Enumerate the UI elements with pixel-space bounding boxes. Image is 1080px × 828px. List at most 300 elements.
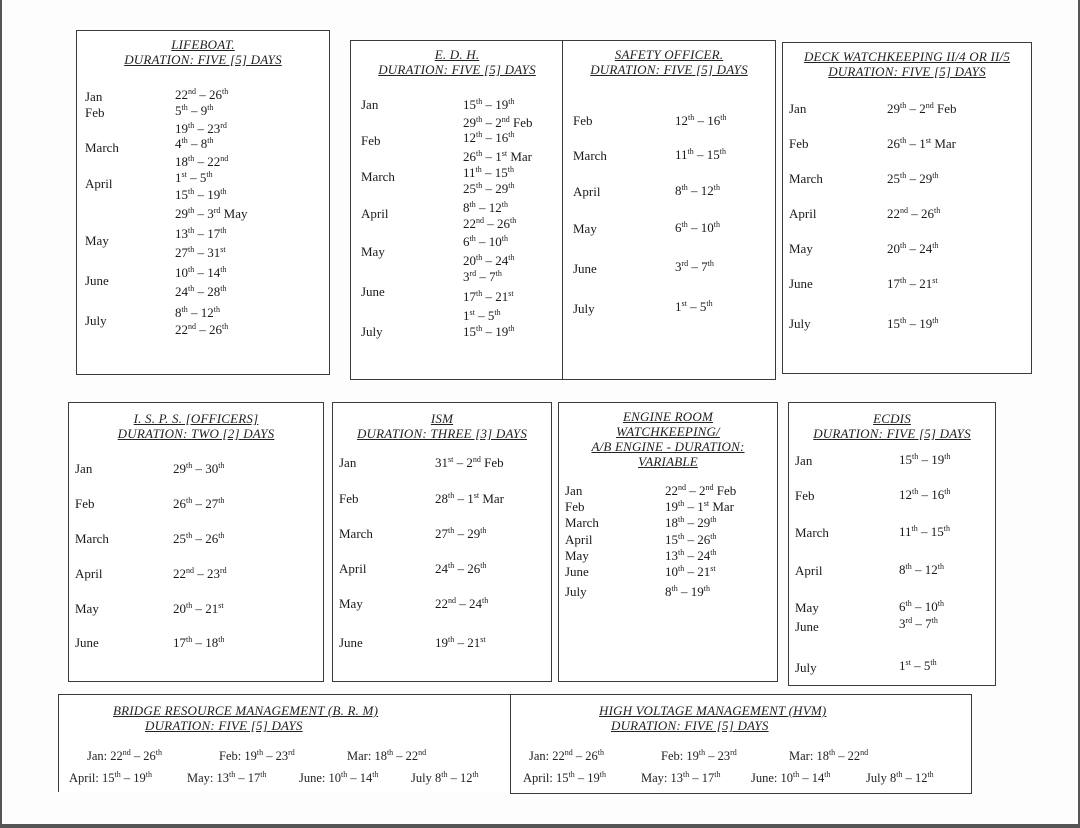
date-range: 15th – 26th bbox=[665, 532, 717, 547]
date-entry bbox=[665, 532, 716, 548]
ordinal: th bbox=[930, 658, 937, 667]
ordinal: th bbox=[681, 183, 688, 192]
date-entry bbox=[523, 771, 606, 786]
date-range: 12th – 16th bbox=[899, 487, 951, 502]
course-title: LIFEBOAT. bbox=[171, 37, 235, 52]
ordinal: th bbox=[943, 524, 950, 533]
ordinal: st bbox=[220, 245, 226, 254]
course-ism bbox=[332, 402, 552, 682]
ordinal: nd bbox=[678, 483, 686, 492]
ordinal: th bbox=[448, 561, 455, 570]
ordinal: th bbox=[188, 245, 195, 254]
ordinal: th bbox=[828, 748, 836, 757]
ordinal: th bbox=[900, 171, 907, 180]
month-label: Jan bbox=[795, 453, 813, 468]
date-entry bbox=[175, 121, 227, 137]
date-range: 22nd – 2nd Feb bbox=[665, 483, 737, 498]
ordinal: th bbox=[900, 136, 907, 145]
course-edh bbox=[350, 40, 564, 380]
date-range: 5th – 9th bbox=[175, 103, 214, 118]
date-range: 10th – 14th bbox=[328, 770, 379, 785]
ordinal: th bbox=[896, 770, 903, 779]
ordinal: th bbox=[713, 183, 720, 192]
ordinal: th bbox=[678, 532, 685, 541]
ordinal: th bbox=[932, 241, 939, 250]
date-entry bbox=[899, 599, 944, 615]
date-entry bbox=[899, 487, 950, 503]
ordinal: th bbox=[186, 461, 193, 470]
ordinal: nd bbox=[472, 455, 481, 464]
month-label: April bbox=[789, 206, 817, 221]
date-range: 29th – 30th bbox=[173, 461, 225, 476]
ordinal: th bbox=[476, 97, 483, 106]
course-duration: DURATION: FIVE [5] DAYS bbox=[590, 62, 748, 77]
ordinal: st bbox=[469, 308, 475, 317]
date-entry bbox=[463, 234, 508, 250]
date-range: 20th – 24th bbox=[463, 253, 515, 268]
ordinal: th bbox=[934, 206, 941, 215]
month-label: June bbox=[565, 564, 589, 579]
ordinal: th bbox=[710, 515, 717, 524]
date-range: 24th – 28th bbox=[175, 284, 227, 299]
date-entry bbox=[463, 97, 514, 113]
month-label: May bbox=[85, 233, 109, 248]
ordinal: rd bbox=[730, 748, 737, 757]
month-label: May bbox=[573, 221, 597, 236]
ordinal: th bbox=[186, 635, 193, 644]
ordinal: th bbox=[508, 130, 515, 139]
ordinal: th bbox=[256, 748, 264, 757]
ordinal: th bbox=[475, 165, 482, 174]
course-title-line: VARIABLE bbox=[638, 454, 698, 469]
date-entry bbox=[299, 771, 378, 786]
date-entry bbox=[675, 299, 713, 315]
month-label: April bbox=[565, 532, 593, 547]
ordinal: th bbox=[186, 531, 193, 540]
ordinal: th bbox=[386, 748, 394, 757]
date-entry bbox=[175, 87, 228, 103]
ordinal: th bbox=[510, 216, 517, 225]
date-range: 27th – 31st bbox=[175, 245, 226, 260]
schedule-page bbox=[2, 0, 1078, 824]
ordinal: th bbox=[476, 324, 483, 333]
date-entry bbox=[463, 165, 514, 181]
date-range: 15th – 19th bbox=[463, 97, 515, 112]
ordinal: th bbox=[480, 561, 487, 570]
course-title: BRIDGE RESOURCE MANAGEMENT (B. R. M) bbox=[113, 703, 379, 718]
date-range: 22nd – 26th bbox=[175, 322, 229, 337]
date-entry bbox=[675, 220, 720, 236]
ordinal: th bbox=[472, 770, 479, 779]
date-entry bbox=[435, 491, 504, 507]
month-label: March bbox=[795, 525, 829, 540]
date-range: 12th – 16th bbox=[463, 130, 515, 145]
date-range: 22nd – 26th bbox=[463, 216, 517, 231]
month-label: Feb: bbox=[219, 749, 245, 763]
ordinal: nd bbox=[188, 322, 196, 331]
course-title-block bbox=[559, 409, 777, 469]
course-title-line: ENGINE ROOM bbox=[623, 409, 713, 424]
date-entry bbox=[665, 548, 716, 564]
ordinal: th bbox=[508, 324, 515, 333]
month-label: June bbox=[573, 261, 597, 276]
ordinal: st bbox=[681, 299, 687, 308]
course-duration: DURATION: FIVE [5] DAYS bbox=[378, 62, 536, 77]
month-label: March bbox=[75, 531, 109, 546]
date-range: 28th – 1st Mar bbox=[435, 491, 504, 506]
date-entry bbox=[887, 316, 938, 332]
ordinal: th bbox=[188, 154, 195, 163]
ordinal: th bbox=[911, 524, 918, 533]
ordinal: th bbox=[441, 770, 448, 779]
date-entry bbox=[435, 526, 486, 542]
ordinal: th bbox=[678, 499, 685, 508]
date-entry bbox=[899, 616, 938, 632]
date-entry bbox=[463, 308, 501, 324]
ordinal: st bbox=[218, 601, 224, 610]
date-entry bbox=[887, 171, 938, 187]
date-range: 17th – 21st bbox=[887, 276, 938, 291]
month-label: July bbox=[361, 324, 383, 339]
month-label: July bbox=[411, 771, 435, 785]
date-range: 19th – 1st Mar bbox=[665, 499, 734, 514]
date-entry bbox=[173, 566, 227, 582]
date-entry bbox=[173, 601, 224, 617]
ordinal: th bbox=[181, 305, 188, 314]
date-range: 22nd – 26th bbox=[175, 87, 229, 102]
course-title: ISM bbox=[430, 411, 454, 426]
date-entry bbox=[435, 455, 504, 471]
course-deck-watchkeeping bbox=[782, 42, 1032, 374]
date-range: 26th – 27th bbox=[173, 496, 225, 511]
month-label: May bbox=[789, 241, 813, 256]
date-entry bbox=[173, 461, 224, 477]
ordinal: th bbox=[476, 253, 483, 262]
ordinal: th bbox=[213, 305, 220, 314]
date-range: 15th – 19th bbox=[899, 452, 951, 467]
date-entry bbox=[675, 113, 726, 129]
month-label: Jan bbox=[565, 483, 583, 498]
date-range: 22nd – 24th bbox=[435, 596, 489, 611]
ordinal: nd bbox=[860, 748, 869, 757]
ordinal: th bbox=[372, 770, 379, 779]
ordinal: th bbox=[220, 284, 227, 293]
date-range: 3rd – 7th bbox=[675, 259, 714, 274]
ordinal: th bbox=[905, 562, 912, 571]
ordinal: th bbox=[476, 181, 483, 190]
date-entry bbox=[899, 658, 937, 674]
date-range: 22nd – 26th bbox=[552, 748, 604, 763]
course-title: ECDIS bbox=[873, 411, 911, 426]
date-entry bbox=[173, 496, 224, 512]
month-label: April bbox=[85, 176, 113, 191]
ordinal: th bbox=[476, 130, 483, 139]
month-label: June: bbox=[299, 771, 329, 785]
course-ecdis bbox=[788, 402, 996, 686]
date-entry bbox=[175, 170, 213, 186]
ordinal: nd bbox=[418, 748, 427, 757]
date-range: 6th – 10th bbox=[675, 220, 720, 235]
ordinal: th bbox=[900, 316, 907, 325]
month-label: Feb bbox=[789, 136, 809, 151]
month-label: March bbox=[361, 169, 395, 184]
ordinal: th bbox=[927, 770, 934, 779]
ordinal: st bbox=[703, 499, 710, 508]
date-range: 18th – 22nd bbox=[175, 154, 229, 169]
date-entry bbox=[529, 749, 604, 764]
ordinal: th bbox=[448, 491, 455, 500]
month-label: April: bbox=[69, 771, 102, 785]
month-label: Jan: bbox=[87, 749, 111, 763]
date-entry bbox=[175, 187, 226, 203]
date-entry bbox=[187, 771, 266, 786]
course-title: E. D. H. bbox=[434, 47, 480, 62]
course-engine-room bbox=[558, 402, 778, 682]
month-label: July bbox=[573, 301, 595, 316]
date-range: 22nd – 23rd bbox=[173, 566, 227, 581]
date-entry bbox=[463, 324, 514, 340]
ordinal: th bbox=[341, 770, 348, 779]
ordinal: th bbox=[719, 147, 726, 156]
date-entry bbox=[463, 149, 532, 165]
ordinal: th bbox=[218, 461, 225, 470]
course-duration: DURATION: FIVE [5] DAYS bbox=[611, 718, 769, 733]
course-title-block bbox=[77, 37, 329, 67]
ordinal: th bbox=[793, 770, 800, 779]
month-label: April: bbox=[523, 771, 556, 785]
ordinal: nd bbox=[122, 748, 131, 757]
ordinal: rd bbox=[469, 269, 477, 278]
month-label: April bbox=[339, 561, 367, 576]
date-range: 1st – 5th bbox=[463, 308, 501, 323]
date-range: 17th – 18th bbox=[173, 635, 225, 650]
course-lifeboat bbox=[76, 30, 330, 375]
month-label: May bbox=[565, 548, 589, 563]
date-entry bbox=[173, 531, 224, 547]
month-label: Mar: bbox=[789, 749, 817, 763]
month-label: June bbox=[85, 273, 109, 288]
ordinal: th bbox=[678, 548, 685, 557]
date-entry bbox=[435, 561, 486, 577]
date-range: 10th – 14th bbox=[780, 770, 831, 785]
ordinal: th bbox=[912, 452, 919, 461]
date-range: 15th – 19th bbox=[887, 316, 939, 331]
date-entry bbox=[175, 265, 226, 281]
date-range: 6th – 10th bbox=[899, 599, 944, 614]
date-range: 19th – 23rd bbox=[175, 121, 227, 136]
month-label: Mar: bbox=[347, 749, 375, 763]
ordinal: th bbox=[494, 308, 501, 317]
ordinal: th bbox=[905, 599, 912, 608]
ordinal: th bbox=[900, 241, 907, 250]
date-range: 8th – 19th bbox=[665, 584, 710, 599]
month-label: April bbox=[361, 206, 389, 221]
ordinal: nd bbox=[705, 483, 714, 492]
date-entry bbox=[887, 241, 938, 257]
ordinal: th bbox=[220, 226, 227, 235]
date-range: 6th – 10th bbox=[463, 234, 508, 249]
date-range: 19th – 23rd bbox=[686, 748, 737, 763]
date-entry bbox=[175, 103, 213, 119]
date-range: 29th – 2nd Feb bbox=[887, 101, 957, 116]
date-range: 4th – 8th bbox=[175, 136, 214, 151]
date-entry bbox=[899, 562, 944, 578]
ordinal: th bbox=[710, 532, 717, 541]
month-label: June bbox=[75, 635, 99, 650]
course-title-line: A/B ENGINE - DURATION: bbox=[591, 439, 745, 454]
ordinal: st bbox=[905, 658, 911, 667]
month-label: July bbox=[565, 584, 587, 599]
month-label: Jan bbox=[789, 101, 807, 116]
ordinal: th bbox=[218, 496, 225, 505]
ordinal: th bbox=[229, 770, 236, 779]
date-range: 10th – 14th bbox=[175, 265, 227, 280]
date-range: 11th – 15th bbox=[899, 524, 950, 539]
ordinal: nd bbox=[900, 206, 908, 215]
ordinal: th bbox=[703, 584, 710, 593]
month-label: June bbox=[789, 276, 813, 291]
course-title-block bbox=[789, 411, 995, 441]
ordinal: th bbox=[220, 187, 227, 196]
ordinal: th bbox=[206, 170, 213, 179]
ordinal: rd bbox=[220, 121, 227, 130]
course-hvm bbox=[510, 694, 972, 794]
date-entry bbox=[463, 289, 514, 305]
ordinal: th bbox=[501, 234, 508, 243]
course-isps bbox=[68, 402, 324, 682]
date-entry bbox=[463, 181, 514, 197]
date-range: 13th – 24th bbox=[665, 548, 717, 563]
date-range: 31st – 2nd Feb bbox=[435, 455, 504, 470]
date-range: 26th – 1st Mar bbox=[463, 149, 532, 164]
ordinal: th bbox=[220, 265, 227, 274]
ordinal: th bbox=[186, 496, 193, 505]
ordinal: th bbox=[944, 487, 951, 496]
date-range: 13th – 17th bbox=[216, 770, 267, 785]
ordinal: th bbox=[599, 770, 606, 779]
date-entry bbox=[675, 183, 720, 199]
date-range: 10th – 21st bbox=[665, 564, 716, 579]
ordinal: th bbox=[188, 284, 195, 293]
date-entry bbox=[435, 596, 488, 612]
date-range: 3rd – 7th bbox=[463, 269, 502, 284]
date-range: 19th – 23rd bbox=[244, 748, 295, 763]
ordinal: st bbox=[710, 564, 716, 573]
ordinal: th bbox=[501, 200, 508, 209]
date-entry bbox=[87, 749, 162, 764]
date-entry bbox=[175, 226, 226, 242]
course-title-block bbox=[351, 47, 563, 77]
ordinal: th bbox=[448, 635, 455, 644]
date-entry bbox=[789, 749, 868, 764]
ordinal: th bbox=[188, 187, 195, 196]
ordinal: th bbox=[155, 748, 162, 757]
ordinal: th bbox=[508, 97, 515, 106]
month-label: March bbox=[85, 140, 119, 155]
date-entry bbox=[665, 515, 716, 531]
ordinal: th bbox=[678, 515, 685, 524]
month-label: Feb bbox=[75, 496, 95, 511]
date-entry bbox=[887, 101, 956, 117]
date-range: 29th – 2nd Feb bbox=[463, 115, 533, 130]
ordinal: th bbox=[720, 113, 727, 122]
course-duration: DURATION: FIVE [5] DAYS bbox=[828, 64, 986, 79]
month-label: May bbox=[339, 596, 363, 611]
date-range: 1st – 5th bbox=[899, 658, 937, 673]
course-title: DECK WATCHKEEPING II/4 OR II/5 bbox=[803, 49, 1011, 64]
ordinal: th bbox=[188, 206, 195, 215]
date-range: 25th – 29th bbox=[463, 181, 515, 196]
month-label: Jan: bbox=[529, 749, 553, 763]
date-range: 25th – 26th bbox=[173, 531, 225, 546]
ordinal: th bbox=[944, 452, 951, 461]
date-entry bbox=[463, 253, 514, 269]
ordinal: th bbox=[900, 276, 907, 285]
date-entry bbox=[887, 136, 956, 152]
date-range: 25th – 29th bbox=[887, 171, 939, 186]
month-label: Feb bbox=[85, 105, 105, 120]
date-entry bbox=[463, 130, 514, 146]
ordinal: nd bbox=[925, 101, 934, 110]
ordinal: th bbox=[188, 121, 195, 130]
course-title-block bbox=[511, 703, 971, 733]
ordinal: st bbox=[480, 635, 486, 644]
ordinal: th bbox=[507, 165, 514, 174]
month-label: June: bbox=[751, 771, 781, 785]
ordinal: st bbox=[932, 276, 938, 285]
date-range: 18th – 22nd bbox=[374, 748, 427, 763]
date-entry bbox=[219, 749, 295, 764]
ordinal: th bbox=[480, 526, 487, 535]
month-label: July bbox=[789, 316, 811, 331]
ordinal: th bbox=[222, 87, 229, 96]
month-label: July bbox=[866, 771, 890, 785]
course-title-block bbox=[59, 703, 512, 733]
course-title-block bbox=[783, 49, 1031, 79]
ordinal: th bbox=[145, 770, 152, 779]
ordinal: st bbox=[473, 491, 480, 500]
date-range: 20th – 24th bbox=[887, 241, 939, 256]
ordinal: nd bbox=[188, 87, 196, 96]
month-label: April bbox=[573, 184, 601, 199]
month-label: Jan bbox=[85, 89, 103, 104]
ordinal: th bbox=[714, 770, 721, 779]
ordinal: th bbox=[713, 220, 720, 229]
ordinal: th bbox=[207, 103, 214, 112]
ordinal: th bbox=[932, 171, 939, 180]
course-duration: DURATION: FIVE [5] DAYS bbox=[145, 718, 303, 733]
ordinal: th bbox=[688, 113, 695, 122]
month-label: May: bbox=[641, 771, 671, 785]
date-entry bbox=[463, 216, 516, 232]
ordinal: th bbox=[469, 200, 476, 209]
ordinal: th bbox=[687, 147, 694, 156]
date-range: 15th – 19th bbox=[101, 770, 152, 785]
date-entry bbox=[175, 136, 213, 152]
month-label: Feb bbox=[339, 491, 359, 506]
date-entry bbox=[675, 147, 726, 163]
ordinal: rd bbox=[288, 748, 295, 757]
month-label: June bbox=[795, 619, 819, 634]
ordinal: th bbox=[706, 299, 713, 308]
course-safety-officer bbox=[562, 40, 776, 380]
ordinal: th bbox=[188, 226, 195, 235]
ordinal: th bbox=[597, 748, 604, 757]
ordinal: th bbox=[937, 599, 944, 608]
month-label: March bbox=[573, 148, 607, 163]
date-range: 11th – 15th bbox=[463, 165, 514, 180]
ordinal: th bbox=[482, 596, 489, 605]
